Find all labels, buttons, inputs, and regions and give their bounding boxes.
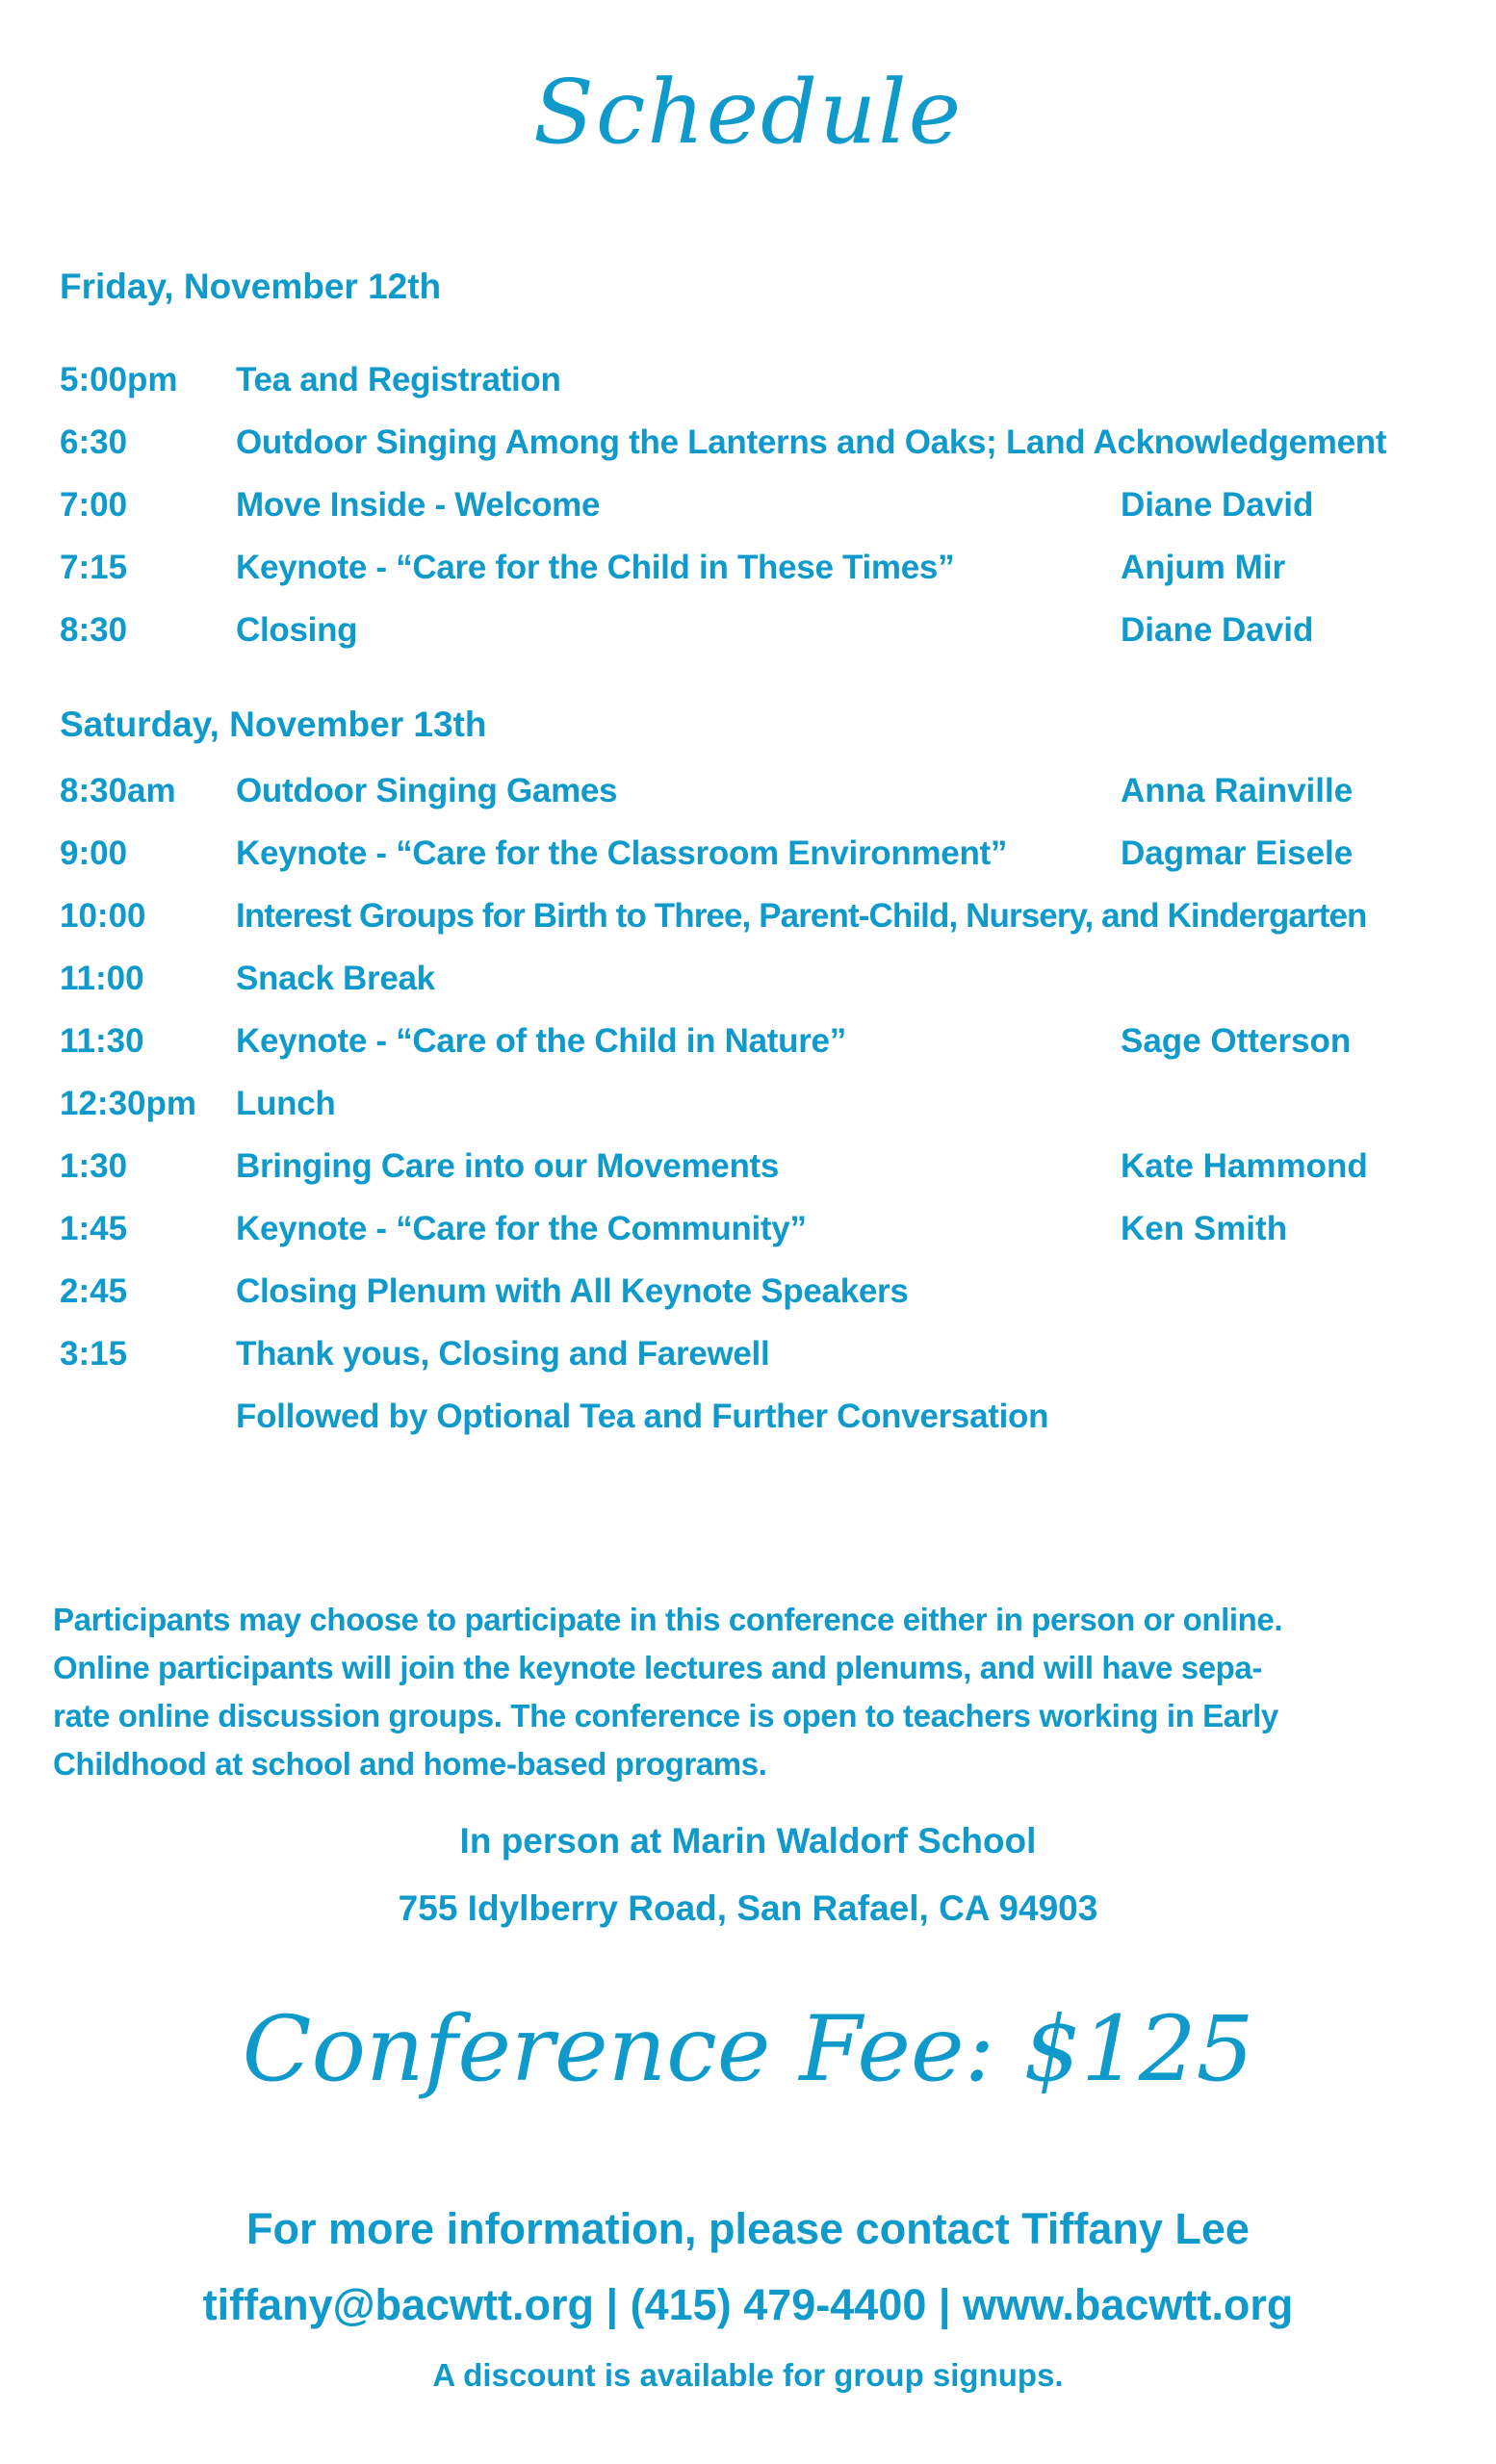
row-speaker: Diane David [1121,486,1314,524]
discount-note: A discount is available for group signups. [432,2357,1064,2393]
contact-website[interactable]: www.bacwtt.org [963,2280,1294,2329]
participation-paragraph [53,1596,1449,1788]
row-time: 10:00 [60,897,146,935]
conference-fee: Conference Fee: $125 [242,1997,1254,2102]
row-activity: Outdoor Singing Among the Lanterns and Oaks; Land Acknowledgement [236,424,1387,461]
paragraph-line: Childhood at school and home-based programs. [53,1746,767,1782]
paragraph-line: rate online discussion groups. The conference is open to teachers working in Early [53,1698,1278,1733]
separator: | [606,2280,619,2329]
schedule-row [0,1205,1496,1253]
row-speaker: Anjum Mir [1121,549,1286,586]
row-speaker: Ken Smith [1121,1210,1288,1247]
schedule-row [0,1080,1496,1128]
separator: | [938,2280,951,2329]
row-activity: Snack Break [236,960,435,997]
contact-details [0,2276,1496,2334]
schedule-row [0,1393,1496,1441]
row-activity: Tea and Registration [236,361,561,398]
schedule-row [0,767,1496,815]
schedule-row [0,892,1496,940]
schedule-row [0,481,1496,529]
row-time: 11:30 [60,1022,144,1060]
schedule-row [0,1330,1496,1378]
row-time: 6:30 [60,424,128,461]
schedule-row [0,606,1496,654]
row-activity: Keynote - “Care for the Classroom Environment” [236,834,1008,872]
row-activity: Lunch [236,1085,336,1122]
schedule-row [0,955,1496,1003]
contact-email[interactable]: tiffany@bacwtt.org [202,2280,595,2329]
row-time: 8:30 [60,611,128,649]
row-speaker: Diane David [1121,611,1314,649]
day-heading-friday: Friday, November 12th [60,267,442,306]
contact-heading: For more information, please contact Tiffany Lee [246,2204,1250,2253]
row-speaker: Sage Otterson [1121,1022,1352,1060]
day-heading-saturday: Saturday, November 13th [60,705,487,744]
row-time: 7:15 [60,549,128,586]
row-time: 9:00 [60,834,128,872]
row-time: 12:30pm [60,1085,197,1122]
paragraph-line: Participants may choose to participate in this conference either in person or online. [53,1602,1283,1637]
row-speaker: Dagmar Eisele [1121,834,1354,872]
schedule-row [0,830,1496,878]
row-activity: Thank yous, Closing and Farewell [236,1335,770,1373]
row-time: 8:30am [60,772,176,809]
row-speaker: Kate Hammond [1121,1147,1368,1185]
venue-name: In person at Marin Waldorf School [459,1821,1037,1861]
row-activity: Closing Plenum with All Keynote Speakers [236,1272,909,1310]
contact-phone[interactable]: (415) 479-4400 [630,2280,927,2329]
schedule-row [0,1142,1496,1191]
row-activity: Keynote - “Care of the Child in Nature” [236,1022,846,1060]
schedule-title: Schedule [532,61,964,164]
row-activity: Followed by Optional Tea and Further Conversation [236,1398,1049,1435]
paragraph-line: Online participants will join the keynote lectures and plenums, and will have sepa- [53,1650,1262,1685]
schedule-row [0,1017,1496,1065]
schedule-row [0,1268,1496,1316]
row-activity: Interest Groups for Birth to Three, Parent-Child, Nursery, and Kindergarten [236,897,1367,935]
row-activity: Keynote - “Care for the Child in These Times” [236,549,955,586]
row-speaker: Anna Rainville [1121,772,1354,809]
schedule-row [0,419,1496,467]
schedule-row [0,356,1496,404]
row-activity: Bringing Care into our Movements [236,1147,780,1185]
schedule-row [0,544,1496,592]
row-time: 5:00pm [60,361,178,398]
row-activity: Keynote - “Care for the Community” [236,1210,807,1247]
row-time: 3:15 [60,1335,128,1373]
venue-address: 755 Idylberry Road, San Rafael, CA 94903 [398,1888,1098,1928]
row-activity: Move Inside - Welcome [236,486,601,524]
row-activity: Outdoor Singing Games [236,772,618,809]
row-time: 7:00 [60,486,128,524]
row-activity: Closing [236,611,358,649]
row-time: 2:45 [60,1272,128,1310]
row-time: 1:45 [60,1210,128,1247]
row-time: 11:00 [60,960,144,997]
row-time: 1:30 [60,1147,128,1185]
